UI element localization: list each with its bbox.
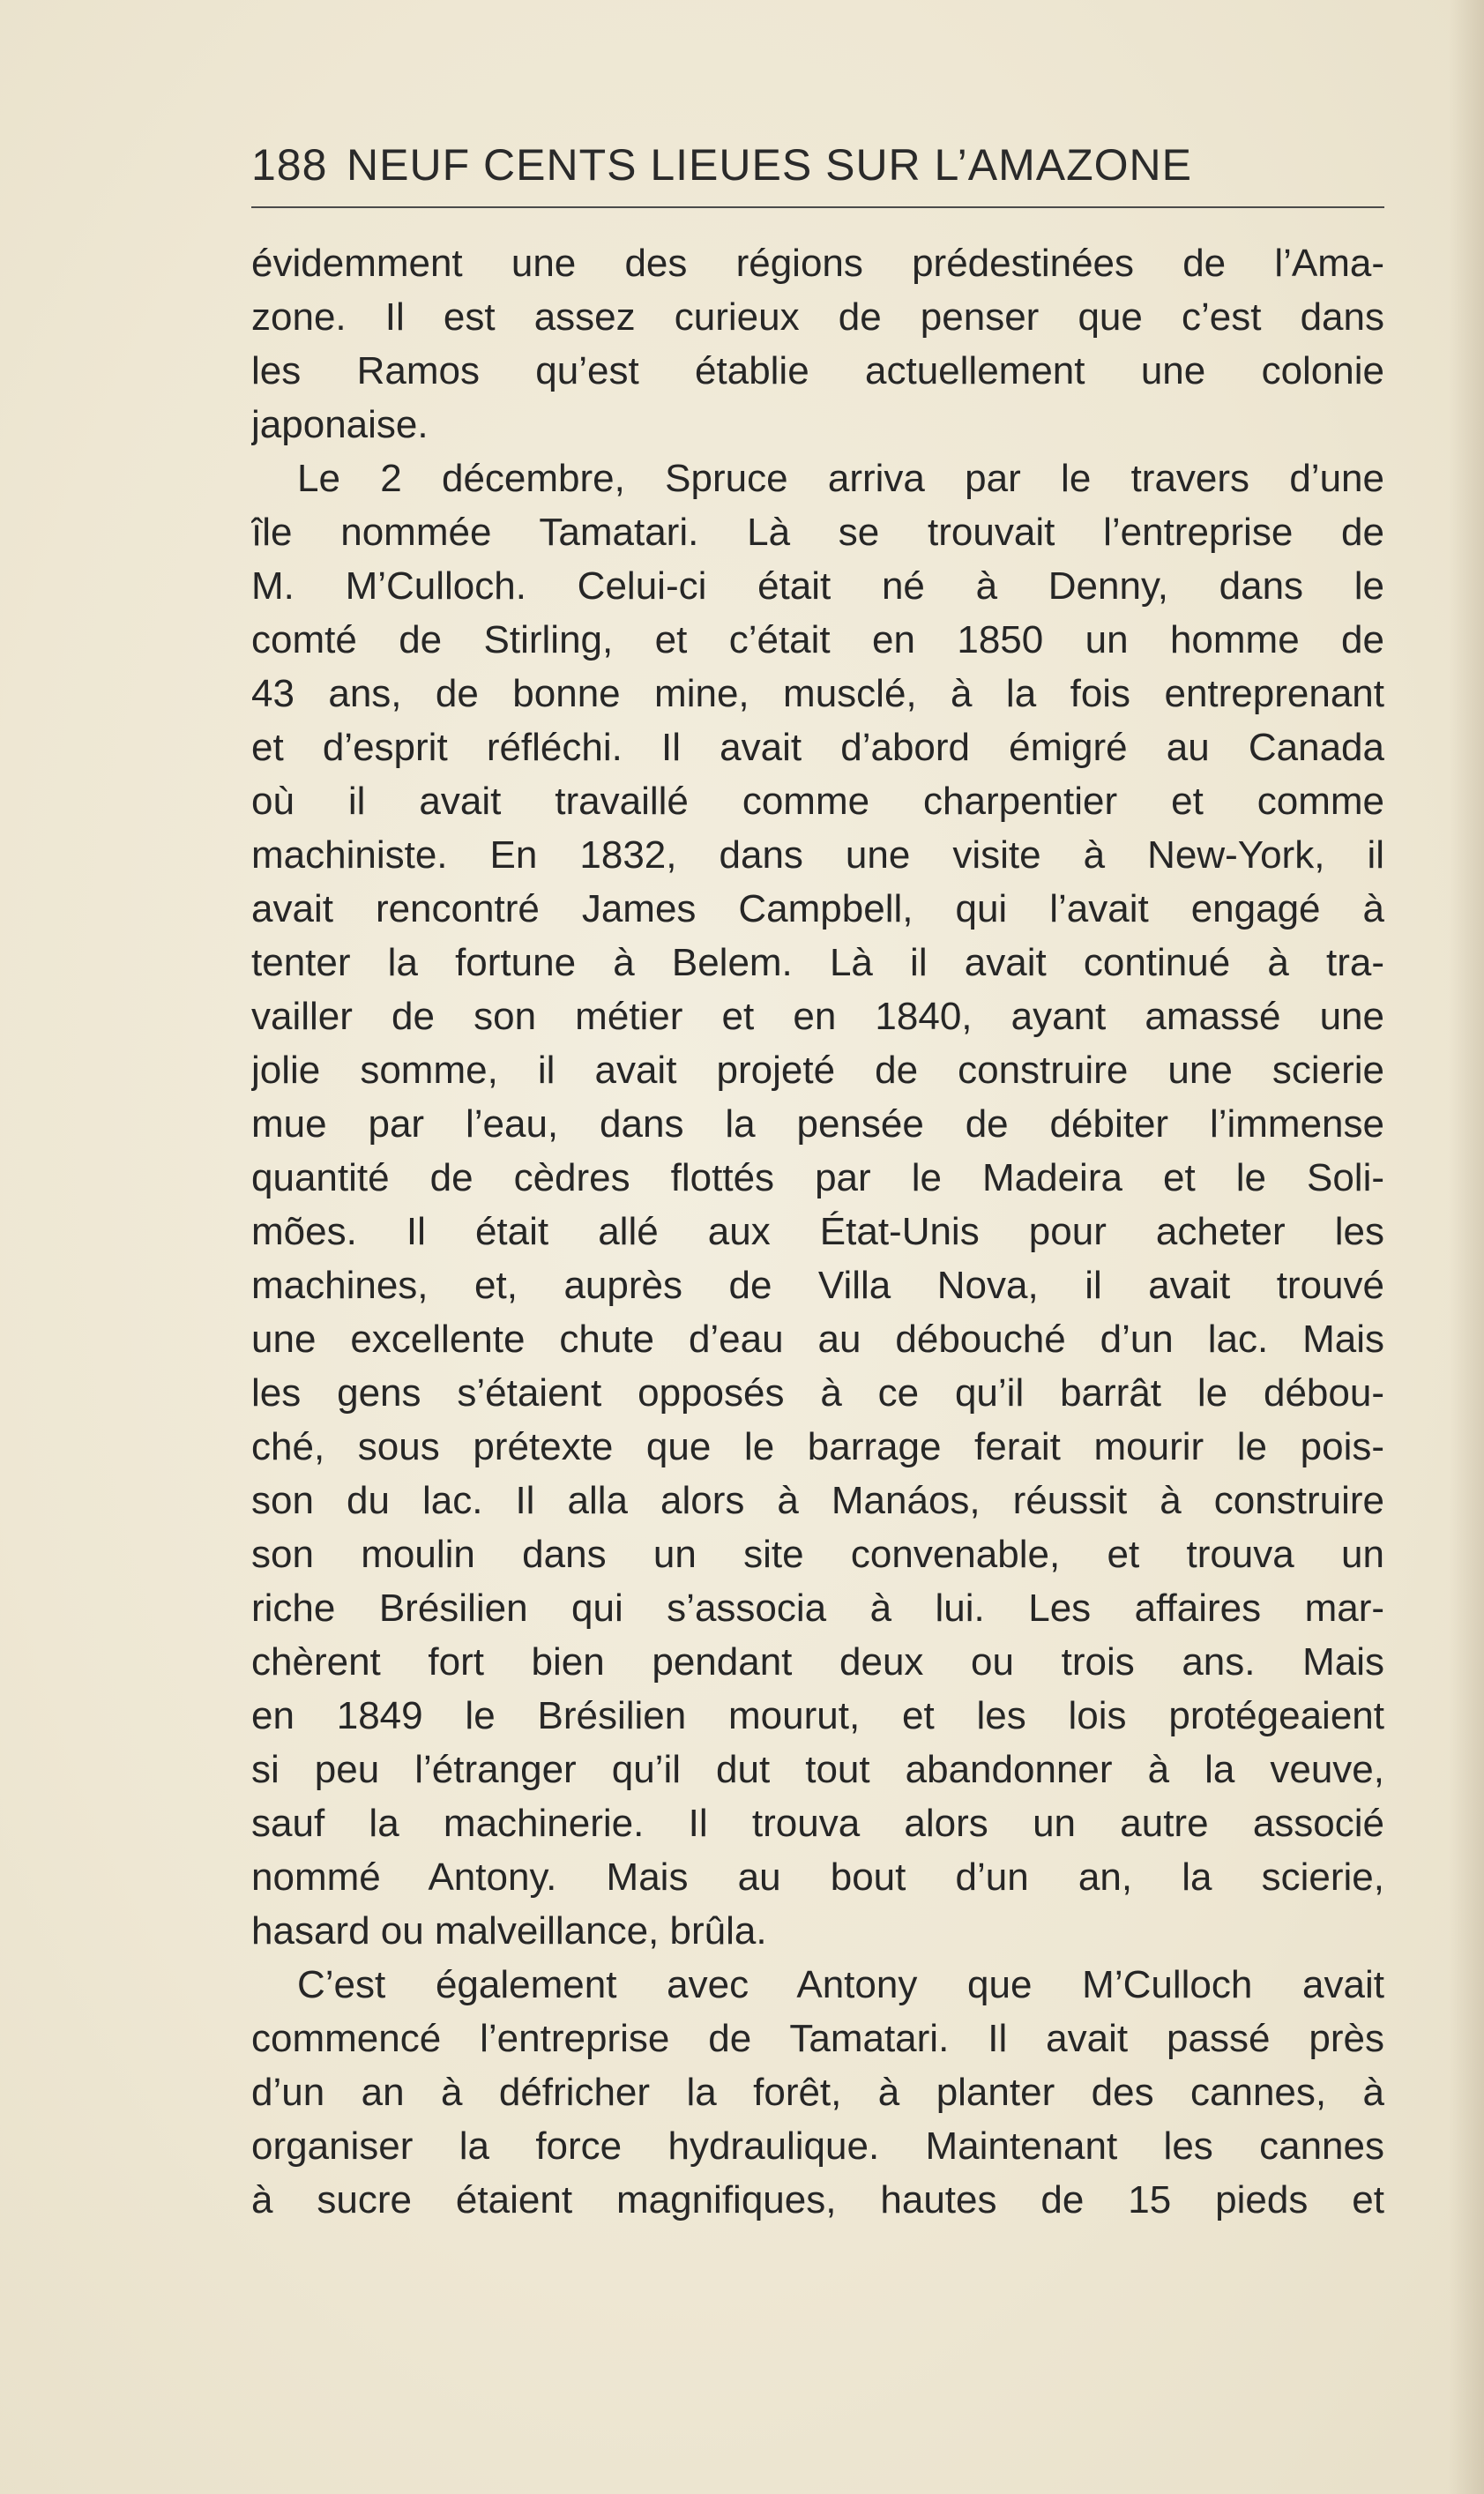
- text-line: et d’esprit réfléchi. Il avait d’abord émigré au Canada: [251, 726, 1384, 769]
- header-rule: [251, 206, 1384, 208]
- page-number: 188: [251, 140, 328, 190]
- text-line: son du lac. Il alla alors à Manáos, réussit à construire: [251, 1479, 1384, 1522]
- text-line: riche Brésilien qui s’associa à lui. Les affaires mar-: [251, 1587, 1384, 1630]
- running-title: NEUF CENTS LIEUES SUR L’AMAZONE: [347, 140, 1192, 190]
- text-line: quantité de cèdres flottés par le Madeira et le Soli-: [251, 1156, 1384, 1199]
- text-line: hasard ou malveillance, brûla.: [251, 1909, 767, 1953]
- text-line: en 1849 le Brésilien mourut, et les lois protégeaient: [251, 1694, 1384, 1737]
- text-line: commencé l’entreprise de Tamatari. Il avait passé près: [251, 2017, 1384, 2060]
- text-line: Le 2 décembre, Spruce arriva par le travers d’une: [297, 457, 1384, 500]
- text-line: avait rencontré James Campbell, qui l’avait engagé à: [251, 887, 1384, 930]
- text-line: vailler de son métier et en 1840, ayant amassé une: [251, 995, 1384, 1038]
- body-text: [251, 236, 1384, 2227]
- text-line: comté de Stirling, et c’était en 1850 un homme de: [251, 618, 1384, 661]
- text-line: japonaise.: [251, 403, 429, 446]
- text-line: C’est également avec Antony que M’Culloch avait: [297, 1963, 1384, 2006]
- text-line: machines, et, auprès de Villa Nova, il avait trouvé: [251, 1264, 1384, 1307]
- text-line: île nommée Tamatari. Là se trouvait l’entreprise de: [251, 511, 1384, 554]
- text-line: où il avait travaillé comme charpentier et comme: [251, 780, 1384, 823]
- text-line: les gens s’étaient opposés à ce qu’il barrât le débou-: [251, 1371, 1384, 1415]
- text-line: évidemment une des régions prédestinées de l’Ama-: [251, 242, 1384, 285]
- text-line: à sucre étaient magnifiques, hautes de 15 pieds et: [251, 2178, 1384, 2221]
- text-line: 43 ans, de bonne mine, musclé, à la fois entreprenant: [251, 672, 1384, 715]
- text-line: organiser la force hydraulique. Maintenant les cannes: [251, 2124, 1384, 2168]
- text-line: mue par l’eau, dans la pensée de débiter l’immense: [251, 1102, 1384, 1146]
- text-line: mões. Il était allé aux État-Unis pour acheter les: [251, 1210, 1384, 1253]
- text-line: d’un an à défricher la forêt, à planter des cannes, à: [251, 2071, 1384, 2114]
- text-line: jolie somme, il avait projeté de construire une scierie: [251, 1049, 1384, 1092]
- text-line: une excellente chute d’eau au débouché d’un lac. Mais: [251, 1318, 1384, 1361]
- page-header: [251, 132, 1384, 198]
- text-line: tenter la fortune à Belem. Là il avait continué à tra-: [251, 941, 1384, 984]
- text-line: sauf la machinerie. Il trouva alors un autre associé: [251, 1802, 1384, 1845]
- text-line: machiniste. En 1832, dans une visite à New-York, il: [251, 833, 1384, 877]
- text-line: si peu l’étranger qu’il dut tout abandonner à la veuve,: [251, 1748, 1384, 1791]
- text-line: les Ramos qu’est établie actuellement une colonie: [251, 349, 1384, 392]
- page-edge-shadow: [1449, 0, 1484, 2494]
- text-line: son moulin dans un site convenable, et trouva un: [251, 1533, 1384, 1576]
- text-line: M. M’Culloch. Celui-ci était né à Denny, dans le: [251, 564, 1384, 608]
- text-line: chèrent fort bien pendant deux ou trois ans. Mais: [251, 1640, 1384, 1684]
- text-line: ché, sous prétexte que le barrage ferait mourir le pois-: [251, 1425, 1384, 1468]
- text-line: nommé Antony. Mais au bout d’un an, la scierie,: [251, 1856, 1384, 1899]
- text-line: zone. Il est assez curieux de penser que c’est dans: [251, 295, 1384, 339]
